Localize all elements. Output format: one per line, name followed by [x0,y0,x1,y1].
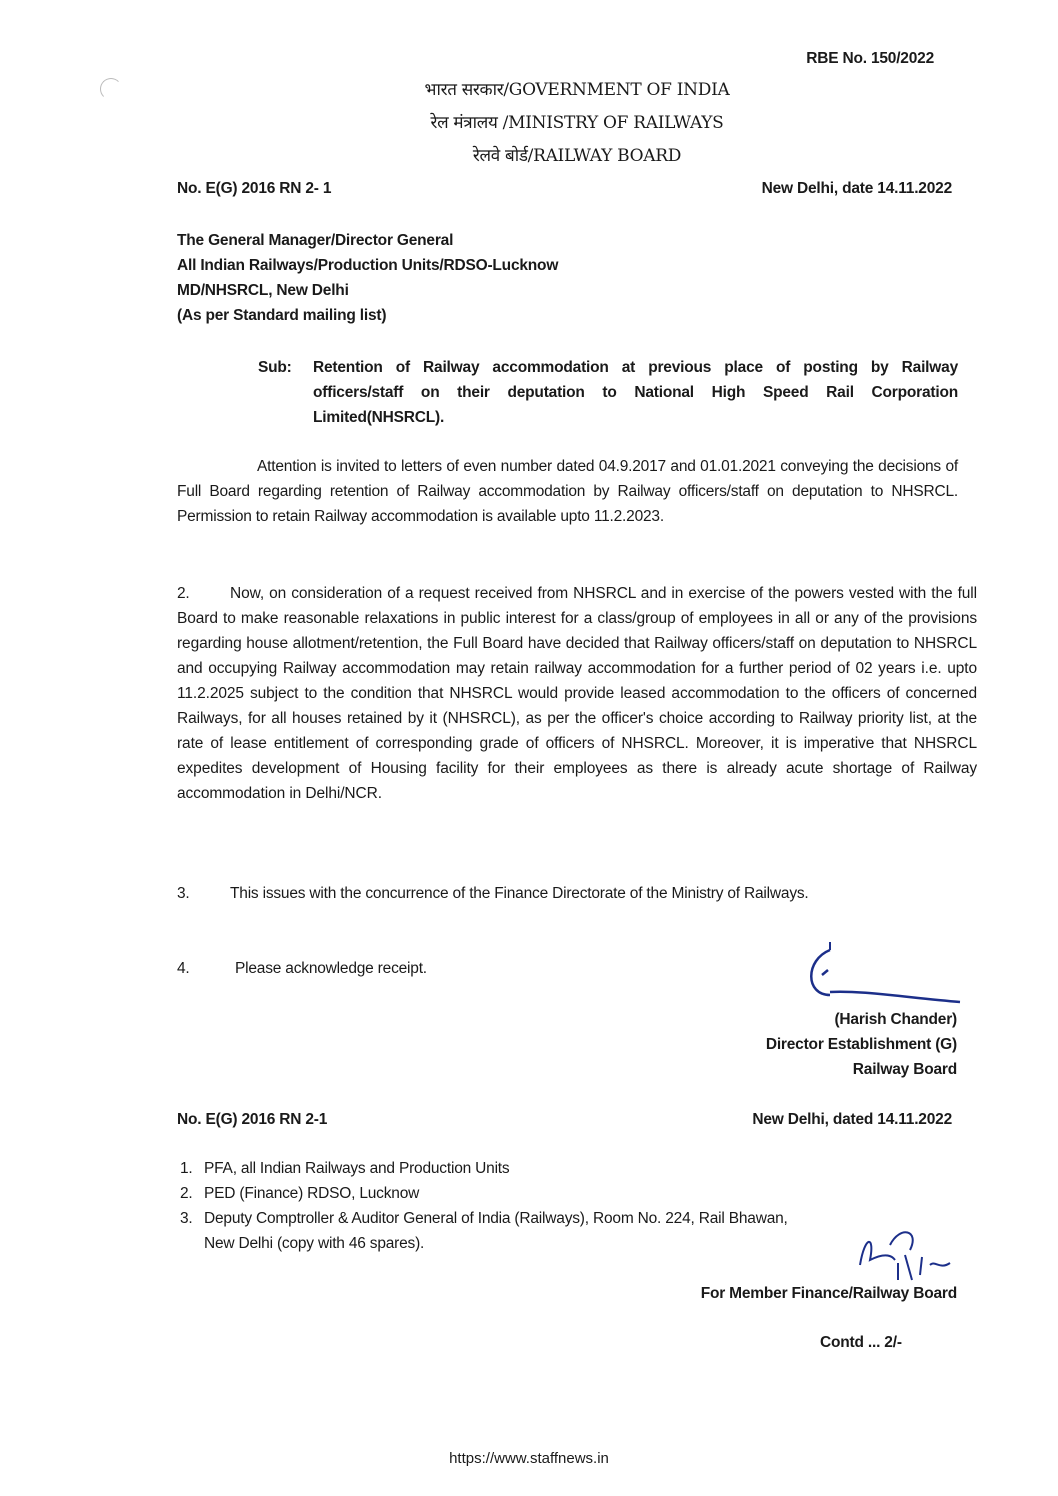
signatory-name: (Harish Chander) [834,1011,957,1028]
paragraph-4-number: 4. [177,960,190,977]
signatory-designation: Director Establishment (G) [765,1036,957,1053]
reference-number: No. E(G) 2016 RN 2- 1 [177,180,332,197]
copy-list-item: 3. Deputy Comptroller & Auditor General of India (Railways), Room No. 224, Rail Bhawan, New Delhi (copy with 46 spares). [180,1206,870,1256]
signatory-block [766,1007,957,1082]
signatory-office: Railway Board [852,1061,957,1078]
header-board: रेलवे बोर्ड/RAILWAY BOARD [472,146,682,166]
reference-date: New Delhi, date 14.11.2022 [761,180,952,197]
paragraph-4: Please acknowledge receipt. [235,960,427,977]
addressee-line: All Indian Railways/Production Units/RDSO-Lucknow [177,257,559,274]
paragraph-3-number: 3. [177,885,190,902]
header-ministry: रेल मंत्रालय /MINISTRY OF RAILWAYS [430,113,724,133]
header-government: भारत सरकार/GOVERNMENT OF INDIA [424,80,730,100]
signature-harish-chander [800,940,965,1010]
copy-list [180,1156,870,1256]
copy-signatory: For Member Finance/Railway Board [700,1285,957,1302]
copy-list-text: Deputy Comptroller & Auditor General of India (Railways), Room No. 224, Rail Bhawan, New Delhi (copy with 46 spares). [204,1210,788,1252]
paragraph-2: Now, on consideration of a request received from NHSRCL and in exercise of the powers vested with the full Board to make reasonable relaxations in public interest for a class/group of employees in all or any of the provisions regarding house allotment/retention, the Full Board have decided that Railway officers/staff on deputation to NHSRCL and occupying Railway accommodation may retain railway accommodation for a further period of 02 years i.e. upto 11.2.2025 subject to the condition that NHSRCL would provide leased accommodation to the officers of concerned Railways, for all houses retained by it (NHSRCL), as per the officer's choice according to Railway priority list, at the rate of lease entitlement of corresponding grade of officers of NHSRCL. Moreover, it is imperative that NHSRCL expedites development of Housing facility for their employees as there is already acute shortage of Railway accommodation in Delhi/NCR. [177,585,977,802]
continued-note: Contd ... 2/- [820,1334,902,1351]
signature-member-finance [840,1225,960,1285]
paragraph-1: Attention is invited to letters of even number dated 04.9.2017 and 01.01.2021 conveying the decisions of Full Board regarding retention of Railway accommodation by Railway officers/staff on deputation to NHSRCL. Permission to retain Railway accommodation is available upto 11.2.2023. [177,458,958,525]
addressee-line: The General Manager/Director General [177,232,454,249]
footer-url[interactable]: https://www.staffnews.in [449,1450,609,1467]
paragraph-3: This issues with the concurrence of the Finance Directorate of the Ministry of Railways. [230,885,809,902]
addressee-block [177,228,558,328]
addressee-line: (As per Standard mailing list) [177,307,387,324]
subject-text: Retention of Railway accommodation at previous place of posting by Railway officers/staff on their deputation to National High Speed Rail Corporation Limited(NHSRCL). [313,359,958,426]
rbe-number: RBE No. 150/2022 [806,50,934,67]
copy-list-item: 2. PED (Finance) RDSO, Lucknow [180,1181,870,1206]
paragraph-2-number: 2. [177,585,190,602]
subject-label: Sub: [258,359,292,376]
copy-reference-number: No. E(G) 2016 RN 2-1 [177,1111,328,1128]
copy-reference-date: New Delhi, dated 14.11.2022 [752,1111,952,1128]
copy-list-text: PED (Finance) RDSO, Lucknow [204,1185,420,1202]
addressee-line: MD/NHSRCL, New Delhi [177,282,349,299]
copy-list-item: 1. PFA, all Indian Railways and Production Units [180,1156,870,1181]
copy-list-text: PFA, all Indian Railways and Production Units [204,1160,510,1177]
